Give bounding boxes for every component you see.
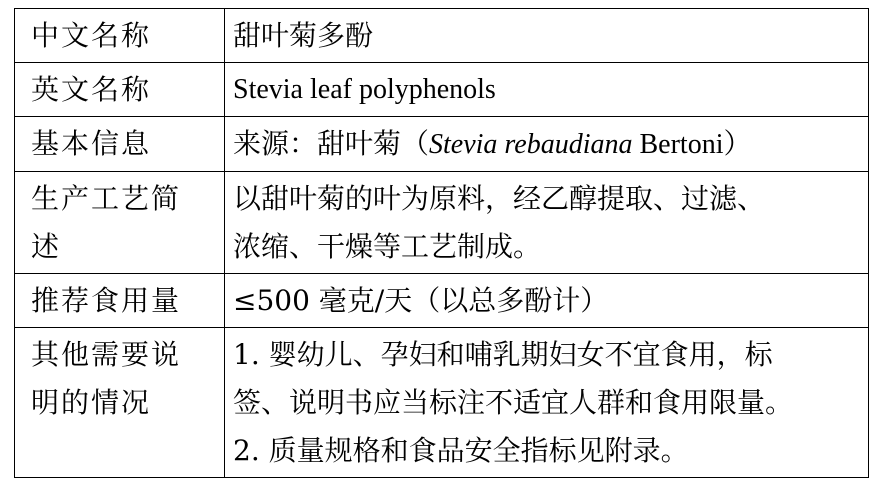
row-value-chinese-name — [225, 9, 869, 63]
row-label-recommended-intake — [15, 274, 225, 328]
table-row — [15, 63, 869, 117]
table-row — [15, 172, 869, 274]
table-row — [15, 328, 869, 478]
table-row — [15, 117, 869, 172]
table-row — [15, 274, 869, 328]
row-value-text: 1. 婴幼儿、孕妇和哺乳期妇女不宜食用，标 — [233, 338, 773, 371]
row-value-basic-info — [225, 117, 869, 172]
row-label-text: 基本信息 — [31, 127, 152, 160]
row-value-text: Stevia leaf polyphenols — [233, 74, 496, 105]
row-value-production-process — [225, 172, 869, 274]
row-value-text: 浓缩、干燥等工艺制成。 — [233, 230, 542, 263]
row-label-text: 生产工艺简 — [31, 182, 182, 215]
row-label-text: 英文名称 — [31, 73, 152, 106]
source-suffix: ） — [723, 127, 752, 160]
row-label-text: 其他需要说 — [31, 338, 182, 371]
row-value-recommended-intake — [225, 274, 869, 328]
row-label-basic-info — [15, 117, 225, 172]
species-author: Bertoni — [632, 129, 724, 160]
species-name: Stevia rebaudiana — [429, 129, 633, 160]
row-label-text: 述 — [31, 230, 62, 263]
row-value-text: 甜叶菊多酚 — [233, 19, 374, 52]
row-label-text: 中文名称 — [31, 19, 152, 52]
row-value-english-name — [225, 63, 869, 117]
row-value-text: 2. 质量规格和食品安全指标见附录。 — [233, 434, 689, 467]
table-row — [15, 9, 869, 63]
row-value-other-notes — [225, 328, 869, 478]
source-prefix: 来源：甜叶菊（ — [233, 127, 430, 160]
row-label-production-process — [15, 172, 225, 274]
row-value-text: 以甜叶菊的叶为原料，经乙醇提取、过滤、 — [233, 182, 766, 215]
row-label-chinese-name — [15, 9, 225, 63]
row-label-other-notes — [15, 328, 225, 478]
row-label-text: 推荐食用量 — [31, 284, 182, 317]
row-label-text: 明的情况 — [31, 386, 152, 419]
ingredient-info-table — [14, 8, 869, 478]
row-value-text: ≤500 毫克/天（以总多酚计） — [233, 284, 609, 317]
row-label-english-name — [15, 63, 225, 117]
row-value-text: 签、说明书应当标注不适宜人群和食用限量。 — [233, 386, 794, 419]
row-value-text — [233, 120, 864, 169]
